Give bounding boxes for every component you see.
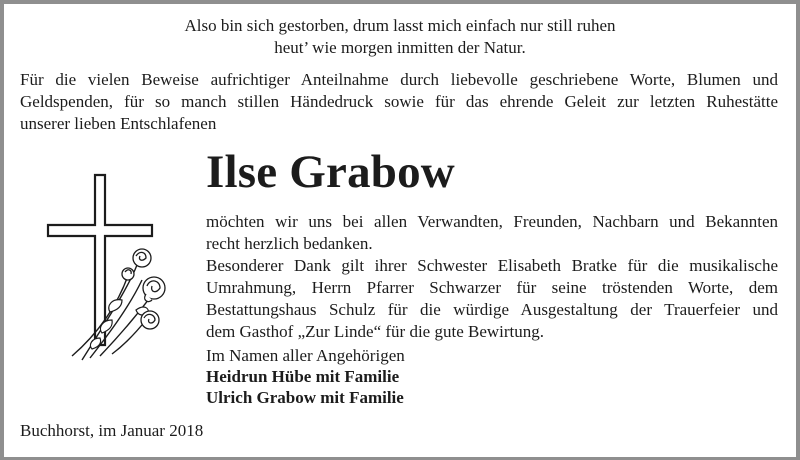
signature-block <box>206 345 405 408</box>
place-date: Buchhorst, im Januar 2018 <box>20 421 204 440</box>
thanks-line-3: Besonderer Dank gilt ihrer Schwester Elisabeth Bratke für die musikalische <box>206 256 778 275</box>
poem-line-1: Also bin sich gestorben, drum lasst mich einfach nur still ruhen <box>184 16 616 35</box>
thanks-line-4: Umrahmung, Herrn Pfarrer Schwarzer für seine tröstenden Worte, dem <box>206 278 778 297</box>
thanks-line-6: dem Gasthof „Zur Linde“ für die gute Bewirtung. <box>206 322 545 341</box>
deceased-name: Ilse Grabow <box>206 146 455 198</box>
intro-line-3: unserer lieben Entschlafenen <box>20 114 217 133</box>
thanks-text <box>206 211 778 343</box>
signature-family-1: Heidrun Hübe mit Familie <box>206 367 400 386</box>
thanks-line-1: möchten wir uns bei allen Verwandten, Freunden, Nachbarn und Bekannten <box>206 212 778 231</box>
intro-text <box>20 69 778 135</box>
thanks-line-5: Bestattungshaus Schulz für die würdige Ausgestaltung der Trauerfeier und <box>206 300 778 319</box>
signature-intro: Im Namen aller Angehörigen <box>206 346 405 365</box>
intro-line-1: Für die vielen Beweise aufrichtiger Anteilnahme durch liebevolle geschriebene Worte, Blumen und <box>20 70 778 89</box>
poem <box>20 15 780 59</box>
thanks-line-2: recht herzlich bedanken. <box>206 234 373 253</box>
signature-family-2: Ulrich Grabow mit Familie <box>206 388 404 407</box>
intro-line-2: Geldspenden, für so manch stillen Händedruck sowie für das ehrende Geleit zur letzten Ruhestätte <box>20 92 778 111</box>
cross-with-roses-icon <box>42 170 182 370</box>
poem-line-2: heut’ wie morgen inmitten der Natur. <box>274 38 526 57</box>
